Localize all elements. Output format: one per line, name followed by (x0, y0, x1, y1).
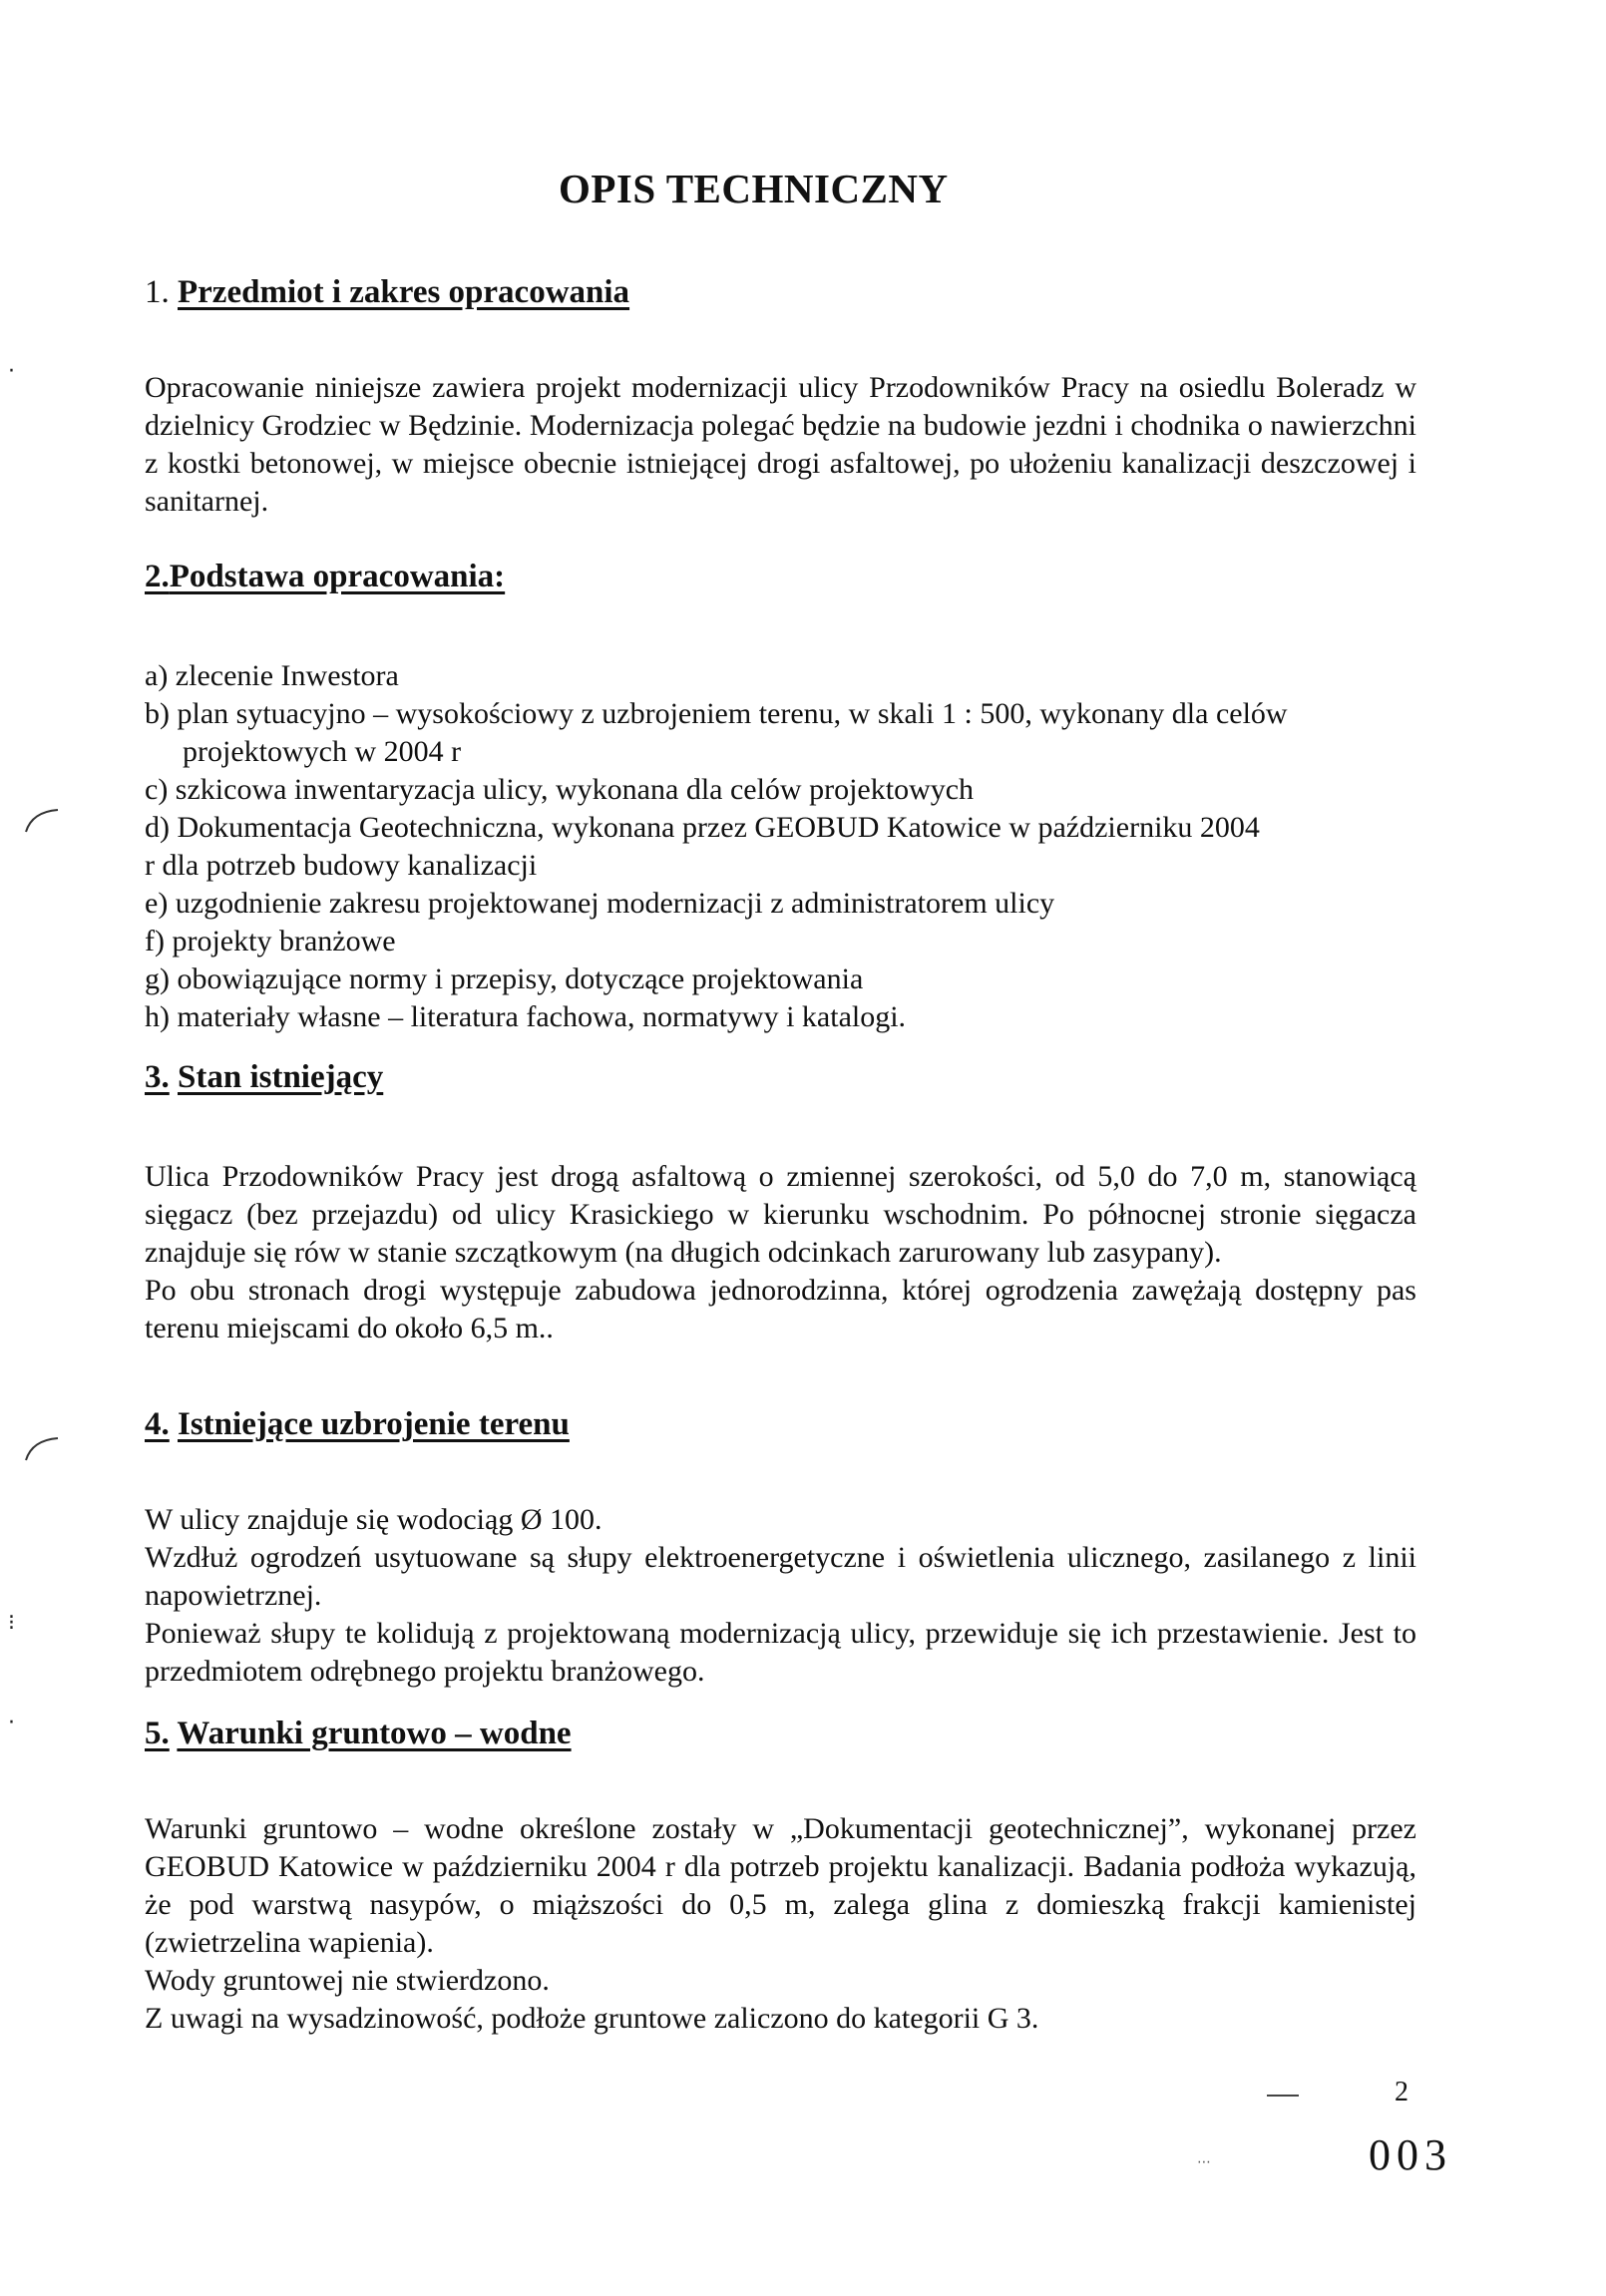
section-title: Przedmiot i zakres opracowania (178, 274, 630, 310)
paragraph: Po obu stronach drogi występuje zabudowa jednorodzinna, której ogrodzenia zawężają dostępny pas terenu miejscami do około 6,5 m.. (145, 1274, 1416, 1344)
list-item: b) plan sytuacyjno – wysokościowy z uzbrojeniem terenu, w skali 1 : 500, wykonany dla celów projektowych w 2004 r (145, 697, 1288, 768)
margin-tick-icon (22, 806, 62, 836)
section-number: 5. (145, 1716, 170, 1751)
paragraph: Ulica Przodowników Pracy jest drogą asfaltową o zmiennej szerokości, od 5,0 do 7,0 m, stanowiącą sięgacz (bez przejazdu) od ulicy Krasickiego w kierunku wschodnim. Po północnej stronie sięgacza znajduje się rów w stanie szczątkowym (na długich odcinkach zarurowany lub zasypany). (145, 1160, 1416, 1269)
paragraph: Z uwagi na wysadzinowość, podłoże gruntowe zaliczono do kategorii G 3. (145, 2002, 1039, 2035)
list-item: e) uzgodnienie zakresu projektowanej modernizacji z administratorem ulicy (145, 887, 1055, 920)
list-item: g) obowiązujące normy i przepisy, dotyczące projektowania (145, 962, 864, 995)
section-2 (145, 559, 1416, 1036)
section-5 (145, 1716, 1416, 2038)
list-item-continuation: r dla potrzeb budowy kanalizacji (145, 849, 538, 882)
section-heading (145, 1406, 1416, 1443)
section-1 (145, 274, 1416, 521)
section-title: Istniejące uzbrojenie terenu (178, 1406, 570, 1442)
list-item: h) materiały własne – literatura fachowa, normatywy i katalogi. (145, 1000, 907, 1033)
paragraph: Ponieważ słupy te kolidują z projektowaną modernizacją ulicy, przewiduje się ich przestawienie. Jest to przedmiotem odrębnego projektu branżowego. (145, 1617, 1416, 1688)
document-stamp-number: 003 (1369, 2130, 1452, 2179)
basis-list (145, 657, 1416, 1036)
list-item: c) szkicowa inwentaryzacja ulicy, wykonana dla celów projektowych (145, 773, 975, 806)
paragraph: Wody gruntowej nie stwierdzono. (145, 1964, 550, 1997)
section-number: 3. (145, 1059, 170, 1095)
section-heading (145, 1716, 1416, 1752)
list-item: a) zlecenie Inwestora (145, 659, 399, 692)
margin-mark-icon: · (8, 1711, 15, 1735)
section-heading (145, 1059, 1416, 1096)
page-number: 2 (1395, 2077, 1408, 2107)
paragraph: Wzdłuż ogrodzeń usytuowane są słupy elektroenergetyczne i oświetlenia ulicznego, zasilanego z linii napowietrznej. (145, 1541, 1416, 1612)
section-title: Podstawa opracowania: (169, 559, 506, 594)
scan-dash-mark (1267, 2095, 1299, 2097)
section-number: 2. (145, 559, 170, 594)
section-heading (145, 274, 1416, 311)
section-heading (145, 559, 1416, 595)
section-title: Stan istniejący (178, 1059, 384, 1095)
section-number: 4. (145, 1406, 170, 1442)
paragraph: W ulicy znajduje się wodociąg Ø 100. (145, 1503, 602, 1536)
paragraph: Warunki gruntowo – wodne określone zostały w „Dokumentacji geotechnicznej”, wykonanej przez GEOBUD Katowice w październiku 2004 r dla potrzeb projektu kanalizacji. Badania podłoża wykazują, że pod warstwą nasypów, o miąższości do 0,5 m, zalega glina z domieszką frakcji kamienistej (zwietrzelina wapienia). (145, 1812, 1416, 1959)
paragraph: Opracowanie niniejsze zawiera projekt modernizacji ulicy Przodowników Pracy na osiedlu Boleradz w dzielnicy Grodziec w Będzinie. Modernizacja polegać będzie na budowie jezdni i chodnika o nawierzchni z kostki betonowej, w miejsce obecnie istniejącej drogi asfaltowej, po ułożeniu kanalizacji deszczowej i sanitarnej. (145, 371, 1416, 518)
margin-mark-icon: · (8, 359, 15, 384)
section-number: 1. (145, 274, 170, 310)
section-3 (145, 1059, 1416, 1347)
section-4 (145, 1406, 1416, 1691)
margin-tick-icon (22, 1434, 62, 1464)
list-item: f) projekty branżowe (145, 925, 396, 957)
section-title: Warunki gruntowo – wodne (177, 1716, 572, 1751)
margin-mark-icon: ⁝ (8, 1611, 15, 1636)
list-item: d) Dokumentacja Geotechniczna, wykonana przez GEOBUD Katowice w październiku 2004 (145, 811, 1260, 844)
document-title: OPIS TECHNICZNY (559, 166, 949, 211)
scan-artifact-icon: ⋯ (1197, 2154, 1211, 2170)
